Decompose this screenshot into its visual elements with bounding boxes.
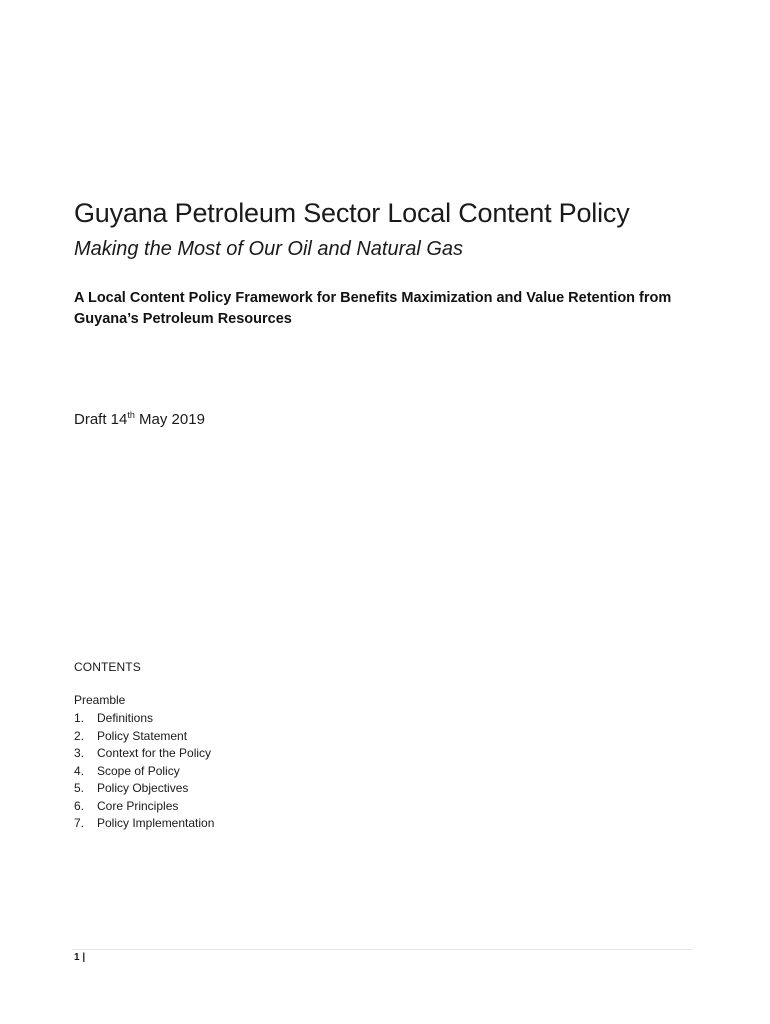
table-of-contents [74,710,214,833]
toc-item-definitions [74,710,214,728]
toc-item-context [74,745,214,763]
toc-number: 3. [74,746,85,760]
toc-number: 1. [74,711,85,725]
draft-date-ordinal: th [127,410,135,420]
toc-number: 4. [74,763,85,778]
toc-label: Definitions [97,711,154,725]
toc-label: Policy Objectives [97,781,189,795]
toc-label: Policy Implementation [97,816,215,830]
toc-number: 6. [74,798,85,813]
toc-label: Scope of Policy [97,763,180,778]
draft-date-suffix: May 2019 [134,411,205,428]
toc-label: Core Principles [97,798,179,813]
toc-item-core-principles [74,798,214,816]
toc-label: Context for the Policy [97,746,212,760]
toc-item-policy-statement [74,728,214,746]
document-title: Guyana Petroleum Sector Local Content Policy [74,198,630,228]
framework-heading: A Local Content Policy Framework for Benefits Maximization and Value Retention from Guyana’s Petroleum Resources [74,290,672,327]
draft-date [74,411,205,428]
toc-preamble: Preamble [74,693,126,707]
toc-item-scope [74,763,214,781]
contents-heading: CONTENTS [74,660,141,674]
toc-number: 7. [74,816,85,830]
toc-item-objectives [74,780,214,798]
toc-number: 5. [74,781,85,795]
document-subtitle: Making the Most of Our Oil and Natural Gas [74,238,464,260]
toc-label: Policy Statement [97,728,188,743]
toc-number: 2. [74,728,85,743]
toc-item-implementation [74,815,214,833]
page-number: 1 | [74,952,86,963]
footer-divider [72,949,692,950]
draft-date-prefix: Draft 14 [74,411,128,428]
